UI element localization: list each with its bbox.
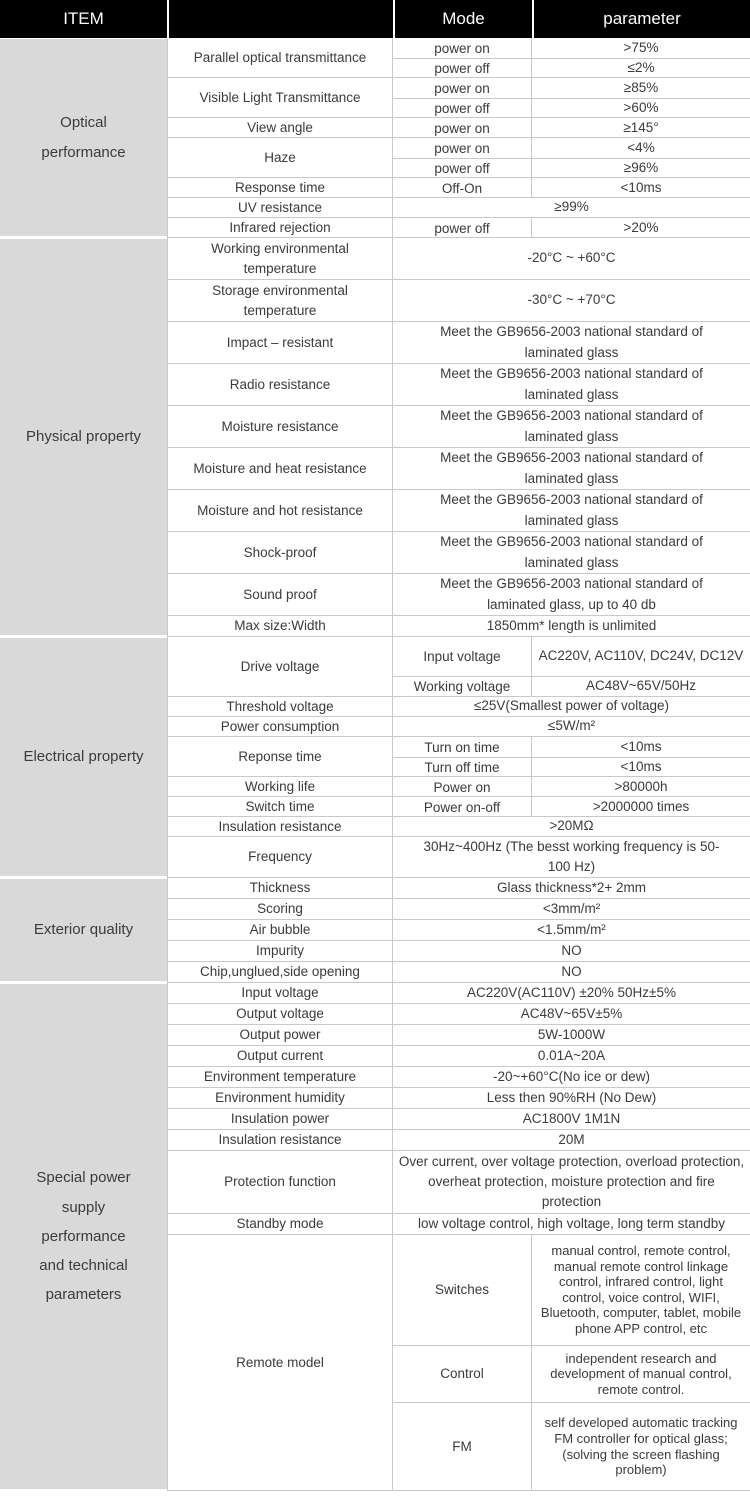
parameter-value: AC48V~65V/50Hz	[586, 678, 696, 694]
spec-name: Air bubble	[168, 920, 393, 940]
spec-name: Visible Light Transmittance	[168, 78, 393, 117]
mode-value: power off	[393, 59, 532, 78]
header-parameter: parameter	[532, 0, 750, 38]
parameter-value: ≥99%	[554, 199, 589, 215]
section-title: Exterior quality	[33, 921, 134, 939]
spec-row	[168, 38, 750, 78]
spec-name: Infrared rejection	[168, 218, 393, 237]
spec-row	[168, 78, 750, 118]
spec-row	[168, 817, 750, 837]
spec-name: View angle	[168, 118, 393, 137]
spec-name: Frequency	[168, 837, 393, 877]
spec-name: Max size:Width	[168, 616, 393, 636]
parameter-value: Less then 90%RH (No Dew)	[486, 1089, 657, 1105]
spec-name: Chip,unglued,side opening	[168, 962, 393, 982]
parameter-value: NO	[561, 963, 582, 979]
spec-name: Reponse time	[168, 737, 393, 776]
parameter-value: ≤25V(Smallest power of voltage)	[474, 698, 669, 714]
parameter-value: Meet the GB9656-2003 national standard of laminated glass	[440, 534, 703, 570]
parameter-value: manual control, remote control, manual remote control linkage control, infrared control, light control, voice control, WIFI, Bluetooth, computer, tablet, mobile phone APP control, etc	[540, 1243, 742, 1336]
parameter-value: independent research and development of manual control, remote control.	[550, 1350, 732, 1397]
parameter-value: 1850mm* length is unlimited	[486, 617, 657, 633]
header-item: ITEM	[63, 9, 104, 28]
item-cell	[0, 238, 167, 637]
mode-value: Turn on time	[393, 737, 532, 757]
parameter-value: ≥145°	[623, 119, 659, 135]
spec-name: Response time	[168, 178, 393, 197]
spec-name: Output power	[168, 1025, 393, 1045]
section-special-power-supply	[0, 983, 750, 1491]
spec-name: Impact – resistant	[168, 322, 393, 363]
spec-name: Insulation resistance	[168, 817, 393, 836]
mode-value: power off	[393, 159, 532, 178]
spec-row	[168, 920, 750, 941]
spec-row	[168, 364, 750, 406]
spec-name: Moisture resistance	[168, 406, 393, 447]
mode-value: Turn off time	[393, 758, 532, 777]
parameter-value: Meet the GB9656-2003 national standard of laminated glass, up to 40 db	[440, 576, 703, 612]
parameter-value: ≥96%	[623, 160, 659, 176]
spec-row	[168, 797, 750, 817]
spec-row	[168, 1235, 750, 1491]
spec-name: Impurity	[168, 941, 393, 961]
spec-name: Scoring	[168, 899, 393, 919]
spec-name: Shock-proof	[168, 532, 393, 573]
spec-row	[168, 1004, 750, 1025]
section-optical-performance	[0, 38, 750, 238]
parameter-value: -20°C ~ +60°C	[527, 250, 616, 266]
item-cell	[0, 878, 167, 983]
mode-value: power on	[393, 138, 532, 158]
parameter-value: 5W-1000W	[537, 1026, 606, 1042]
section-title: Special power supply performance and technical parameters	[36, 1169, 131, 1304]
spec-row	[168, 616, 750, 637]
parameter-value: >20%	[623, 219, 659, 235]
spec-row	[168, 697, 750, 717]
parameter-value: <10ms	[620, 759, 662, 775]
parameter-value: AC220V(AC110V) ±20% 50Hz±5%	[467, 984, 676, 1000]
spec-row	[168, 1130, 750, 1151]
spec-row	[168, 532, 750, 574]
spec-row	[168, 574, 750, 616]
mode-value: Switches	[393, 1235, 532, 1345]
parameter-value: ≤2%	[627, 60, 655, 76]
parameter-value: Meet the GB9656-2003 national standard of laminated glass	[440, 324, 703, 360]
parameter-value: Meet the GB9656-2003 national standard of laminated glass	[440, 450, 703, 486]
spec-name: Sound proof	[168, 574, 393, 615]
mode-value: Off-On	[393, 178, 532, 198]
parameter-value: >60%	[623, 100, 659, 116]
spec-name: Switch time	[168, 797, 393, 816]
spec-row	[168, 717, 750, 737]
section-physical-property	[0, 238, 750, 637]
spec-row	[168, 899, 750, 920]
spec-row	[168, 1214, 750, 1235]
mode-value: Power on-off	[393, 797, 532, 817]
mode-value: Working voltage	[393, 677, 532, 696]
spec-row	[168, 198, 750, 218]
item-cell	[0, 637, 167, 878]
parameter-value: <10ms	[620, 179, 662, 195]
spec-name: Output voltage	[168, 1004, 393, 1024]
item-cell	[0, 38, 167, 238]
spec-row	[168, 1109, 750, 1130]
parameter-value: 30Hz~400Hz (The besst working frequency is 50-100 Hz)	[423, 838, 720, 874]
section-title: Optical performance	[41, 114, 126, 161]
parameter-value: Glass thickness*2+ 2mm	[497, 879, 646, 895]
parameter-value: AC48V~65V±5%	[520, 1005, 623, 1021]
spec-name: Power consumption	[168, 717, 393, 736]
parameter-value: NO	[561, 942, 582, 958]
spec-row	[168, 878, 750, 899]
spec-name: Haze	[168, 138, 393, 177]
spec-name: Working life	[168, 777, 393, 796]
spec-name: Environment humidity	[168, 1088, 393, 1108]
spec-row	[168, 637, 750, 697]
mode-value: power on	[393, 78, 532, 98]
mode-value: power on	[393, 118, 532, 138]
spec-name: Environment temperature	[168, 1067, 393, 1087]
spec-row	[168, 1151, 750, 1214]
spec-name: Working environmental temperature	[168, 238, 393, 279]
parameter-value: <4%	[627, 139, 655, 155]
parameter-value: >2000000 times	[592, 798, 690, 814]
spec-row	[168, 218, 750, 238]
header-mode: Mode	[393, 0, 532, 38]
spec-row	[168, 983, 750, 1004]
spec-row	[168, 138, 750, 178]
spec-row	[168, 118, 750, 138]
spec-name: Output current	[168, 1046, 393, 1066]
spec-row	[168, 406, 750, 448]
parameter-value: -30°C ~ +70°C	[527, 292, 616, 308]
parameter-value: >80000h	[614, 778, 668, 794]
parameter-value: ≤5W/m²	[547, 718, 596, 734]
parameter-value: Meet the GB9656-2003 national standard of laminated glass	[440, 492, 703, 528]
spec-row	[168, 1088, 750, 1109]
spec-row	[168, 490, 750, 532]
spec-name: Parallel optical transmittance	[168, 38, 393, 77]
item-cell	[0, 983, 167, 1491]
spec-row	[168, 1067, 750, 1088]
spec-name: UV resistance	[168, 198, 393, 217]
parameter-value: <3mm/m²	[542, 900, 601, 916]
mode-value: power off	[393, 99, 532, 118]
mode-value: Control	[393, 1346, 532, 1403]
spec-row	[168, 280, 750, 322]
parameter-value: Meet the GB9656-2003 national standard of laminated glass	[440, 408, 703, 444]
parameter-value: <10ms	[620, 738, 662, 754]
spec-name: Insulation power	[168, 1109, 393, 1129]
parameter-value: AC1800V 1M1N	[522, 1110, 621, 1126]
section-title: Electrical property	[23, 748, 144, 766]
parameter-value: low voltage control, high voltage, long term standby	[418, 1215, 725, 1231]
spec-name: Moisture and hot resistance	[168, 490, 393, 531]
parameter-value: 20M	[558, 1131, 585, 1147]
mode-value: power off	[393, 218, 532, 238]
spec-name: Storage environmental temperature	[168, 280, 393, 321]
section-electrical-property	[0, 637, 750, 878]
spec-row	[168, 1046, 750, 1067]
spec-name: Moisture and heat resistance	[168, 448, 393, 489]
spec-name: Threshold voltage	[168, 697, 393, 716]
parameter-value: <1.5mm/m²	[537, 921, 606, 937]
spec-row	[168, 737, 750, 777]
spec-name: Radio resistance	[168, 364, 393, 405]
mode-value: power on	[393, 38, 532, 58]
section-exterior-quality	[0, 878, 750, 983]
table-header	[0, 0, 750, 38]
spec-row	[168, 1025, 750, 1046]
parameter-value: self developed automatic tracking FM controller for optical glass; (solving the screen flashing problem)	[544, 1415, 738, 1478]
spec-name: Input voltage	[168, 983, 393, 1003]
spec-row	[168, 448, 750, 490]
parameter-value: >20MΩ	[549, 818, 594, 834]
mode-value: Power on	[393, 777, 532, 797]
spec-row	[168, 178, 750, 198]
mode-value: Input voltage	[393, 637, 532, 676]
spec-name: Thickness	[168, 878, 393, 898]
parameter-value: AC220V, AC110V, DC24V, DC12V	[538, 648, 744, 664]
parameter-value: Over current, over voltage protection, overload protection, overheat protection, moisture protection and fire protection	[398, 1153, 745, 1210]
spec-row	[168, 941, 750, 962]
spec-name: Standby mode	[168, 1214, 393, 1234]
spec-name: Remote model	[168, 1235, 393, 1490]
spec-row	[168, 238, 750, 280]
spec-name: Insulation resistance	[168, 1130, 393, 1150]
parameter-value: >75%	[623, 39, 659, 55]
section-title: Physical property	[25, 428, 142, 446]
mode-value: FM	[393, 1403, 532, 1490]
parameter-value: 0.01A~20A	[537, 1047, 606, 1063]
parameter-value: Meet the GB9656-2003 national standard of laminated glass	[440, 366, 703, 402]
parameter-value: ≥85%	[623, 79, 659, 95]
spec-row	[168, 837, 750, 878]
spec-row	[168, 962, 750, 983]
spec-row	[168, 777, 750, 797]
parameter-value: -20~+60°C(No ice or dew)	[493, 1068, 650, 1084]
spec-name: Protection function	[168, 1151, 393, 1213]
spec-row	[168, 322, 750, 364]
header-spacer	[167, 0, 393, 38]
spec-name: Drive voltage	[168, 637, 393, 696]
